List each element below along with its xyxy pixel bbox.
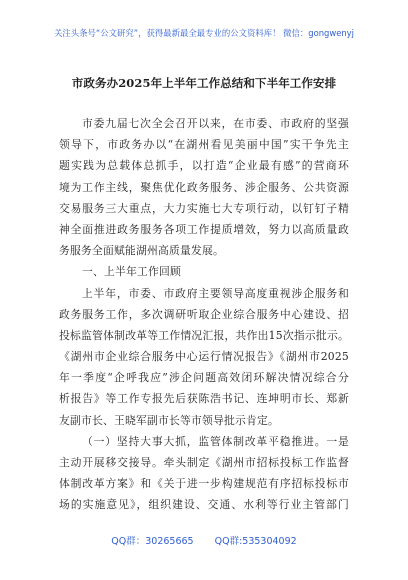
paragraph-line: 《湖州市企业综合服务中心运行情况报告》《湖州市2025 xyxy=(59,350,349,364)
paragraph-line: 主动开展移交接导。牵头制定《湖州市招标投标工作监督 xyxy=(59,456,349,469)
subsection-line: （一）坚持大事大抓，监管体制改革平稳推进。一是 xyxy=(82,434,349,448)
paragraph-line: 交易服务三大重点，大力实施七大专项行动，以钉钉子精 xyxy=(59,201,349,215)
document-title: 市政务办2025年上半年工作总结和下半年工作安排 xyxy=(71,76,337,90)
document-body xyxy=(59,113,349,516)
paragraph-line: 上半年，市委、市政府主要领导高度重视涉企服务和 xyxy=(82,286,349,300)
paragraph-line: 友副市长、王晓军副市长等市领导批示肯定。 xyxy=(59,413,279,427)
paragraph-line: 析报告》等工作专报先后获陈浩书记、连坤明市长、郑新 xyxy=(59,392,349,406)
paragraph-line: 领导下，市政务办以“在湖州看见美丽中国”实干争先主 xyxy=(59,138,349,152)
paragraph-line: 务服务全面赋能湖州高质量发展。 xyxy=(59,244,224,258)
paragraph-line: 体制改革方案》和《关于进一步构建规范有序招标投标市 xyxy=(59,477,349,491)
paragraph-line: 题实践为总载体总抓手，以打造“企业最有感”的营商环 xyxy=(59,159,349,173)
paragraph-line: 政务服务工作，多次调研听取企业综合服务中心建设、招 xyxy=(59,307,349,321)
paragraph-line: 市委九届七次全会召开以来，在市委、市政府的坚强 xyxy=(82,117,349,130)
section-heading: 一、上半年工作回顾 xyxy=(82,265,181,279)
footer-qq-group-1: QQ群：30265665 xyxy=(111,536,194,547)
footer-qq-groups xyxy=(0,533,408,547)
paragraph-line: 场的实施意见》，组织建设、交通、水利等行业主管部门 xyxy=(59,498,349,512)
paragraph-line: 境为工作主线，聚焦优化政务服务、涉企服务、公共资源 xyxy=(59,180,349,194)
header-promo-note: 关注头条号“公文研究”，获得最新最全最专业的公文资料库！ 微信：gongwenyj xyxy=(54,28,354,38)
footer-qq-group-2: QQ群:535304092 xyxy=(214,536,297,547)
paragraph-line: 神全面推进政务服务各项工作提质增效，努力以高质量政 xyxy=(59,222,349,236)
paragraph-line: 年一季度“企呼我应”涉企问题高效闭环解决情况综合分 xyxy=(59,371,349,385)
paragraph-line: 投标监管体制改革等工作情况汇报，共作出15次指示批示。 xyxy=(59,328,349,342)
